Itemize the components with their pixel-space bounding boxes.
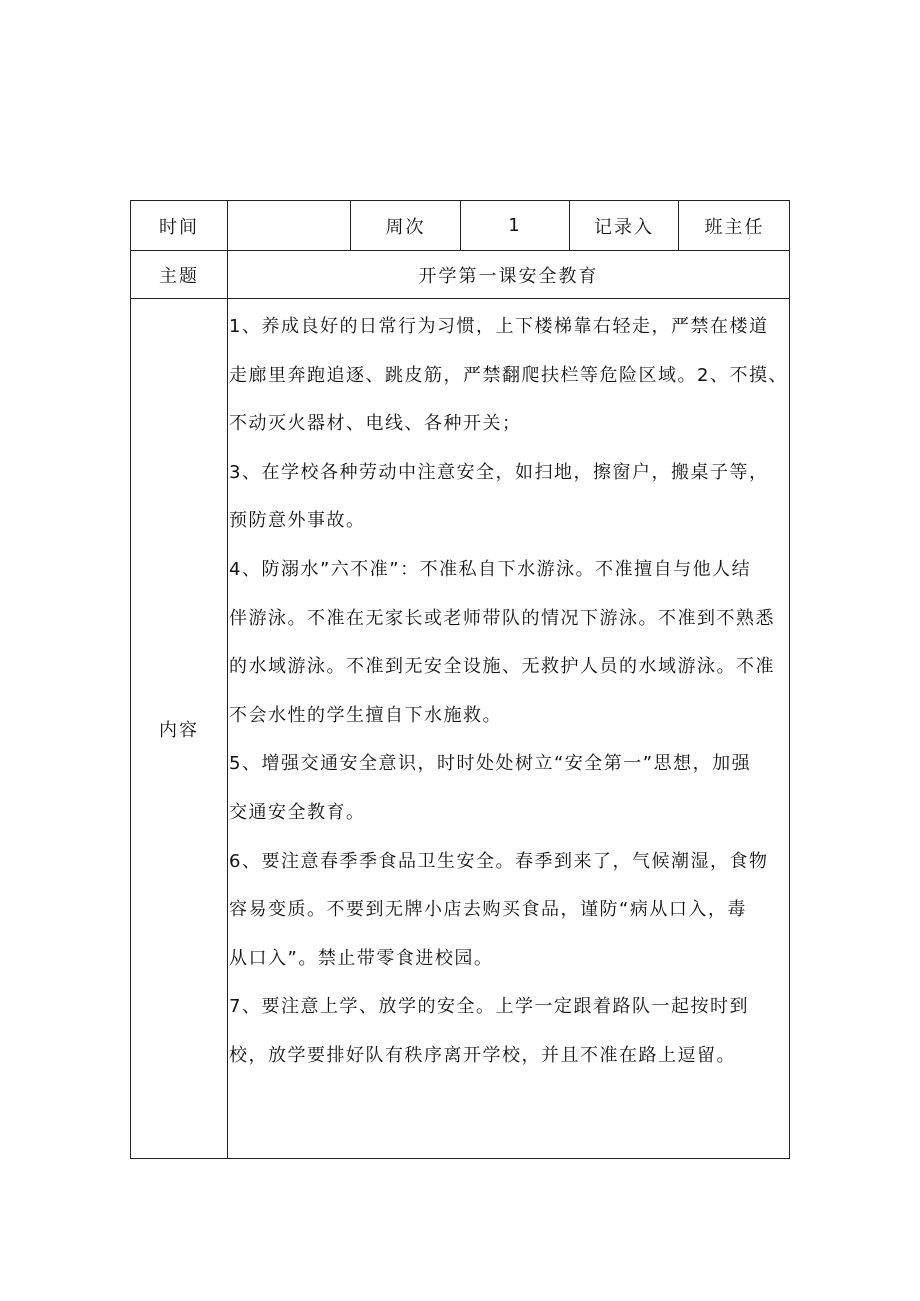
content-line: 校，放学要排好队有秩序离开学校，并且不准在路上逗留。 [229, 1044, 736, 1066]
time-label: 时间 [131, 201, 228, 250]
content-line: 6、要注意春季季食品卫生安全。春季到来了，气候潮湿，食物 [229, 850, 769, 872]
week-value: 1 [461, 201, 570, 250]
content-line: 走廊里奔跑追逐、跳皮筋，严禁翻爬扶栏等危险区域。2、不摸、 [229, 364, 788, 386]
content-line: 交通安全教育。 [229, 801, 366, 823]
content-line: 4、防溺水”六不准”：不准私自下水游泳。不准擅自与他人结 [229, 558, 752, 580]
recorder-value: 班主任 [704, 216, 765, 238]
content-line: 的水域游泳。不准到无安全设施、无救护人员的水域游泳。不准 [229, 656, 775, 678]
content-line: 7、要注意上学、放学的安全。上学一定跟着路队一起按时到 [229, 996, 749, 1018]
recorder-label: 记录入 [570, 201, 679, 250]
content-line: 从口入”。禁止带零食进校园。 [229, 947, 494, 969]
content-line: 1、养成良好的日常行为习惯，上下楼梯靠右轻走，严禁在楼道 [229, 316, 769, 337]
content-label: 内容 [131, 299, 228, 1158]
content-line: 容易变质。不要到无牌小店去购买食品，谨防“病从口入，毒 [229, 899, 747, 921]
content-line: 不动灭火器材、电线、各种开关； [229, 413, 522, 435]
content-line: 3、在学校各种劳动中注意安全，如扫地，擦窗户，搬桌子等， [229, 461, 769, 483]
content-line: 伴游泳。不准在无家长或老师带队的情况下游泳。不准到不熟悉 [229, 607, 775, 629]
record-table [130, 200, 790, 1159]
content-row [131, 299, 789, 1158]
topic-row [131, 251, 789, 299]
content-body [228, 299, 789, 1158]
content-line: 不会水性的学生擅自下水施救。 [229, 704, 502, 726]
topic-label: 主题 [131, 251, 228, 298]
content-line: 5、增强交通安全意识，时时处处树立“安全第一”思想，加强 [229, 753, 752, 775]
header-row [131, 201, 789, 251]
content-line: 预防意外事故。 [229, 510, 366, 532]
topic-value: 开学第一课安全教育 [418, 265, 599, 287]
time-value [228, 201, 351, 250]
week-label: 周次 [351, 201, 461, 250]
